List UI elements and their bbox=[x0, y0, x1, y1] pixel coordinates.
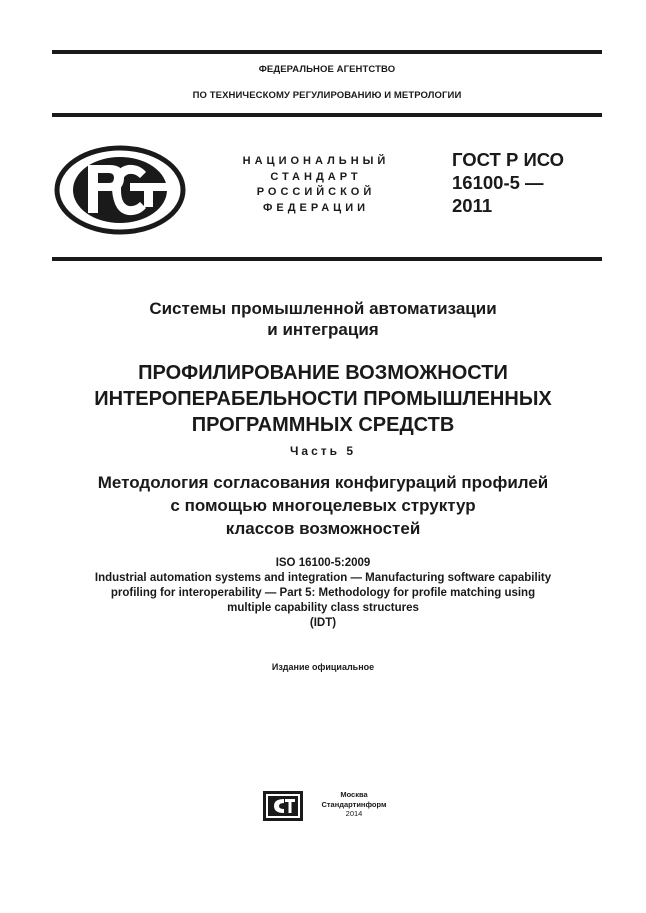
national-standard-label bbox=[226, 154, 406, 216]
standartinform-logo-icon bbox=[262, 790, 304, 822]
national-standard-line: НАЦИОНАЛЬНЫЙ bbox=[242, 155, 390, 167]
designation-line3: 2011 bbox=[452, 195, 493, 216]
iso-title-line3: multiple capability class structures bbox=[227, 602, 419, 614]
main-title bbox=[30, 360, 616, 438]
main-title-line1: ПРОФИЛИРОВАНИЕ ВОЗМОЖНОСТИ bbox=[138, 362, 508, 384]
part-title-line1: Методология согласования конфигураций профилей bbox=[97, 473, 549, 492]
agency-name-line1: ФЕДЕРАЛЬНОЕ АГЕНТСТВО bbox=[258, 64, 396, 75]
iso-title-line2: profiling for interoperability — Part 5: Methodology for profile matching using bbox=[110, 587, 536, 599]
series-title-line2: и интеграция bbox=[267, 320, 379, 339]
title-rule bbox=[52, 257, 602, 261]
iso-title-line1: Industrial automation systems and integration — Manufacturing software capability bbox=[94, 572, 552, 584]
part-title bbox=[30, 471, 616, 540]
national-standard-line: ФЕДЕРАЦИИ bbox=[262, 201, 370, 214]
designation-line1: ГОСТ Р ИСО bbox=[452, 149, 565, 170]
edition-label: Издание официальное bbox=[271, 662, 375, 672]
top-rule bbox=[52, 50, 602, 54]
part-label: Часть 5 bbox=[289, 444, 357, 458]
iso-code: ISO 16100-5:2009 bbox=[275, 557, 371, 569]
part-title-line3: классов возможностей bbox=[225, 519, 421, 538]
standard-designation bbox=[452, 148, 612, 217]
agency-name-line2: ПО ТЕХНИЧЕСКОМУ РЕГУЛИРОВАНИЮ И МЕТРОЛОГИИ bbox=[192, 90, 462, 101]
international-standard-reference bbox=[30, 556, 616, 631]
publisher-name: Стандартинформ bbox=[321, 799, 387, 809]
rst-logo-icon bbox=[54, 145, 186, 235]
header-rule bbox=[52, 113, 602, 117]
national-standard-line: РОССИЙСКОЙ bbox=[256, 186, 376, 198]
designation-line2: 16100-5 — bbox=[452, 172, 544, 193]
publisher-year: 2014 bbox=[345, 809, 363, 818]
part-title-line2: с помощью многоцелевых структур bbox=[170, 496, 476, 515]
main-title-line2: ИНТЕРОПЕРАБЕЛЬНОСТИ ПРОМЫШЛЕННЫХ bbox=[94, 388, 552, 410]
publisher-info bbox=[306, 790, 402, 819]
publisher-city: Москва bbox=[340, 790, 368, 799]
national-standard-line: СТАНДАРТ bbox=[270, 170, 362, 183]
series-title bbox=[30, 298, 616, 340]
main-title-line3: ПРОГРАММНЫХ СРЕДСТВ bbox=[191, 414, 455, 436]
iso-idt: (IDT) bbox=[309, 617, 337, 629]
series-title-line1: Системы промышленной автоматизации bbox=[149, 299, 497, 318]
